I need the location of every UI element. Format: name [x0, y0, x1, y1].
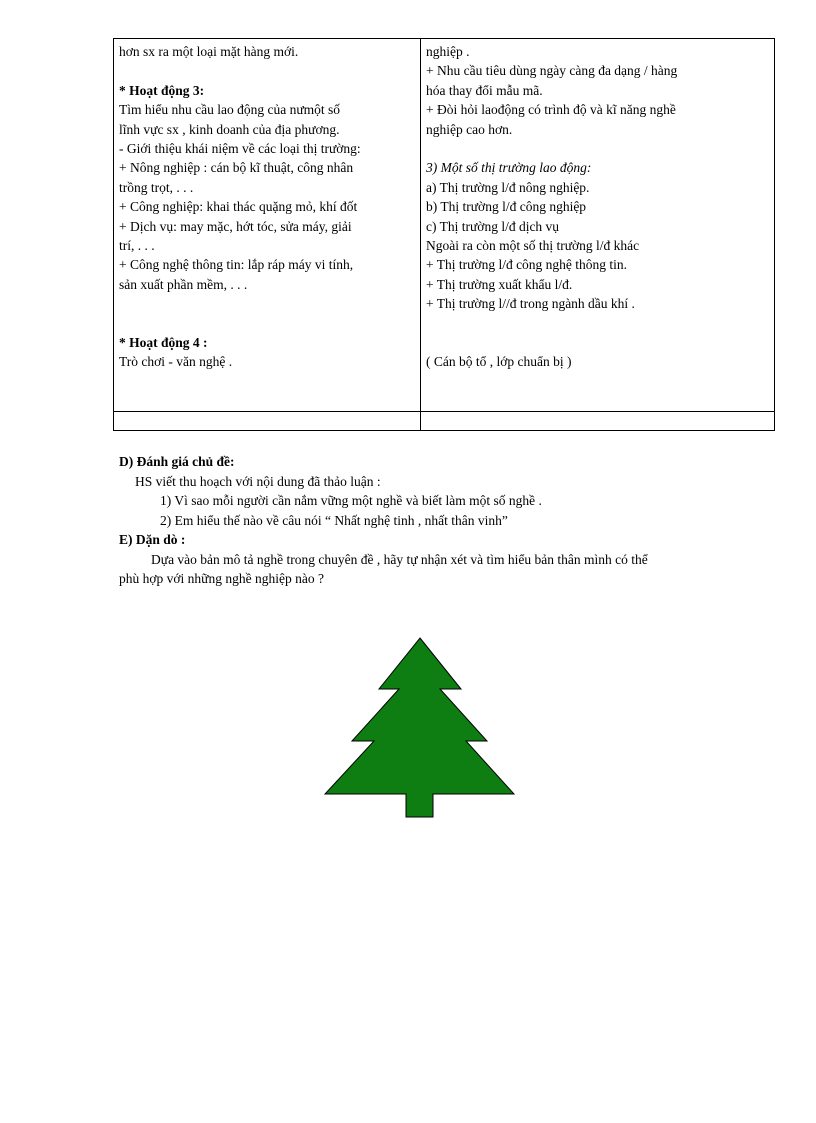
- left-line: Tìm hiểu nhu cầu lao động của nưmột số: [119, 102, 341, 118]
- table-column-divider: [420, 39, 421, 430]
- sections: [119, 452, 759, 589]
- section-d-heading: D) Đánh giá chủ đề:: [119, 454, 235, 469]
- right-line: hóa thay đổi mẫu mã.: [426, 82, 543, 98]
- activity-3-heading: * Hoạt động 3:: [119, 82, 205, 98]
- left-cell: [119, 42, 415, 372]
- tree-shape: [325, 638, 514, 817]
- left-line: + Nông nghiệp : cán bộ kĩ thuật, công nhân: [119, 160, 354, 176]
- right-line: Ngoài ra còn một số thị trường l/đ khác: [426, 238, 640, 254]
- activity-4-heading: * Hoạt động 4 :: [119, 335, 208, 351]
- left-line: + Dịch vụ: may mặc, hớt tóc, sửa máy, giải: [119, 218, 352, 234]
- table-row-divider: [114, 411, 774, 412]
- left-line: [119, 314, 415, 333]
- left-line: trí, . . .: [119, 238, 155, 254]
- right-line: ( Cán bộ tổ , lớp chuẩn bị ): [426, 354, 572, 370]
- section-e-line: phù hợp với những nghề nghiệp nào ?: [119, 571, 324, 586]
- right-line: [426, 314, 772, 333]
- left-line: + Công nghệ thông tin: lắp ráp máy vi tính,: [119, 257, 354, 273]
- right-line: c) Thị trường l/đ dịch vụ: [426, 218, 560, 234]
- right-line: b) Thị trường l/đ công nghiệp: [426, 199, 587, 215]
- right-line: a) Thị trường l/đ nông nghiệp.: [426, 179, 590, 195]
- section-e-heading: E) Dặn dò :: [119, 532, 186, 547]
- right-line: nghiệp cao hơn.: [426, 121, 513, 137]
- left-line: [119, 61, 415, 80]
- left-line: hơn sx ra một loại mặt hàng mới.: [119, 44, 299, 59]
- right-line: nghiệp .: [426, 44, 470, 59]
- section-e-line: Dựa vào bản mô tả nghề trong chuyên đề , hãy tự nhận xét và tìm hiểu bản thân mình có thể: [151, 551, 648, 567]
- left-line: - Giới thiệu khái niệm về các loại thị trường:: [119, 141, 361, 157]
- left-line: lĩnh vực sx , kinh doanh của địa phương.: [119, 121, 340, 137]
- right-cell: [426, 42, 772, 372]
- right-line: [426, 333, 772, 352]
- section-d-item: 2) Em hiểu thế nào về câu nói “ Nhất nghệ tinh , nhất thân vinh”: [160, 512, 508, 528]
- left-line: sản xuất phần mềm, . . .: [119, 276, 248, 292]
- right-line: + Thị trường l//đ trong ngành dầu khí .: [426, 296, 635, 312]
- section-d-intro: HS viết thu hoạch với nội dung đã thảo luận :: [135, 473, 381, 489]
- section-d-item: 1) Vì sao mỗi người cần nắm vững một nghề và biết làm một số nghề .: [160, 493, 542, 508]
- labor-markets-heading: 3) Một số thị trường lao động:: [426, 160, 592, 176]
- right-line: + Thị trường xuất khẩu l/đ.: [426, 276, 573, 292]
- left-line: trồng trọt, . . .: [119, 179, 194, 195]
- right-line: [426, 139, 772, 158]
- left-line: Trò chơi - văn nghệ .: [119, 354, 233, 370]
- right-line: + Đòi hỏi laođộng có trình độ và kĩ năng nghề: [426, 102, 676, 118]
- right-line: + Nhu cầu tiêu dùng ngày càng đa dạng / hàng: [426, 63, 678, 79]
- left-line: [119, 294, 415, 313]
- left-line: + Công nghiệp: khai thác quặng mỏ, khí đốt: [119, 199, 358, 215]
- content-table: [113, 38, 775, 431]
- pine-tree-icon: [322, 636, 518, 820]
- right-line: + Thị trường l/đ công nghệ thông tin.: [426, 257, 628, 273]
